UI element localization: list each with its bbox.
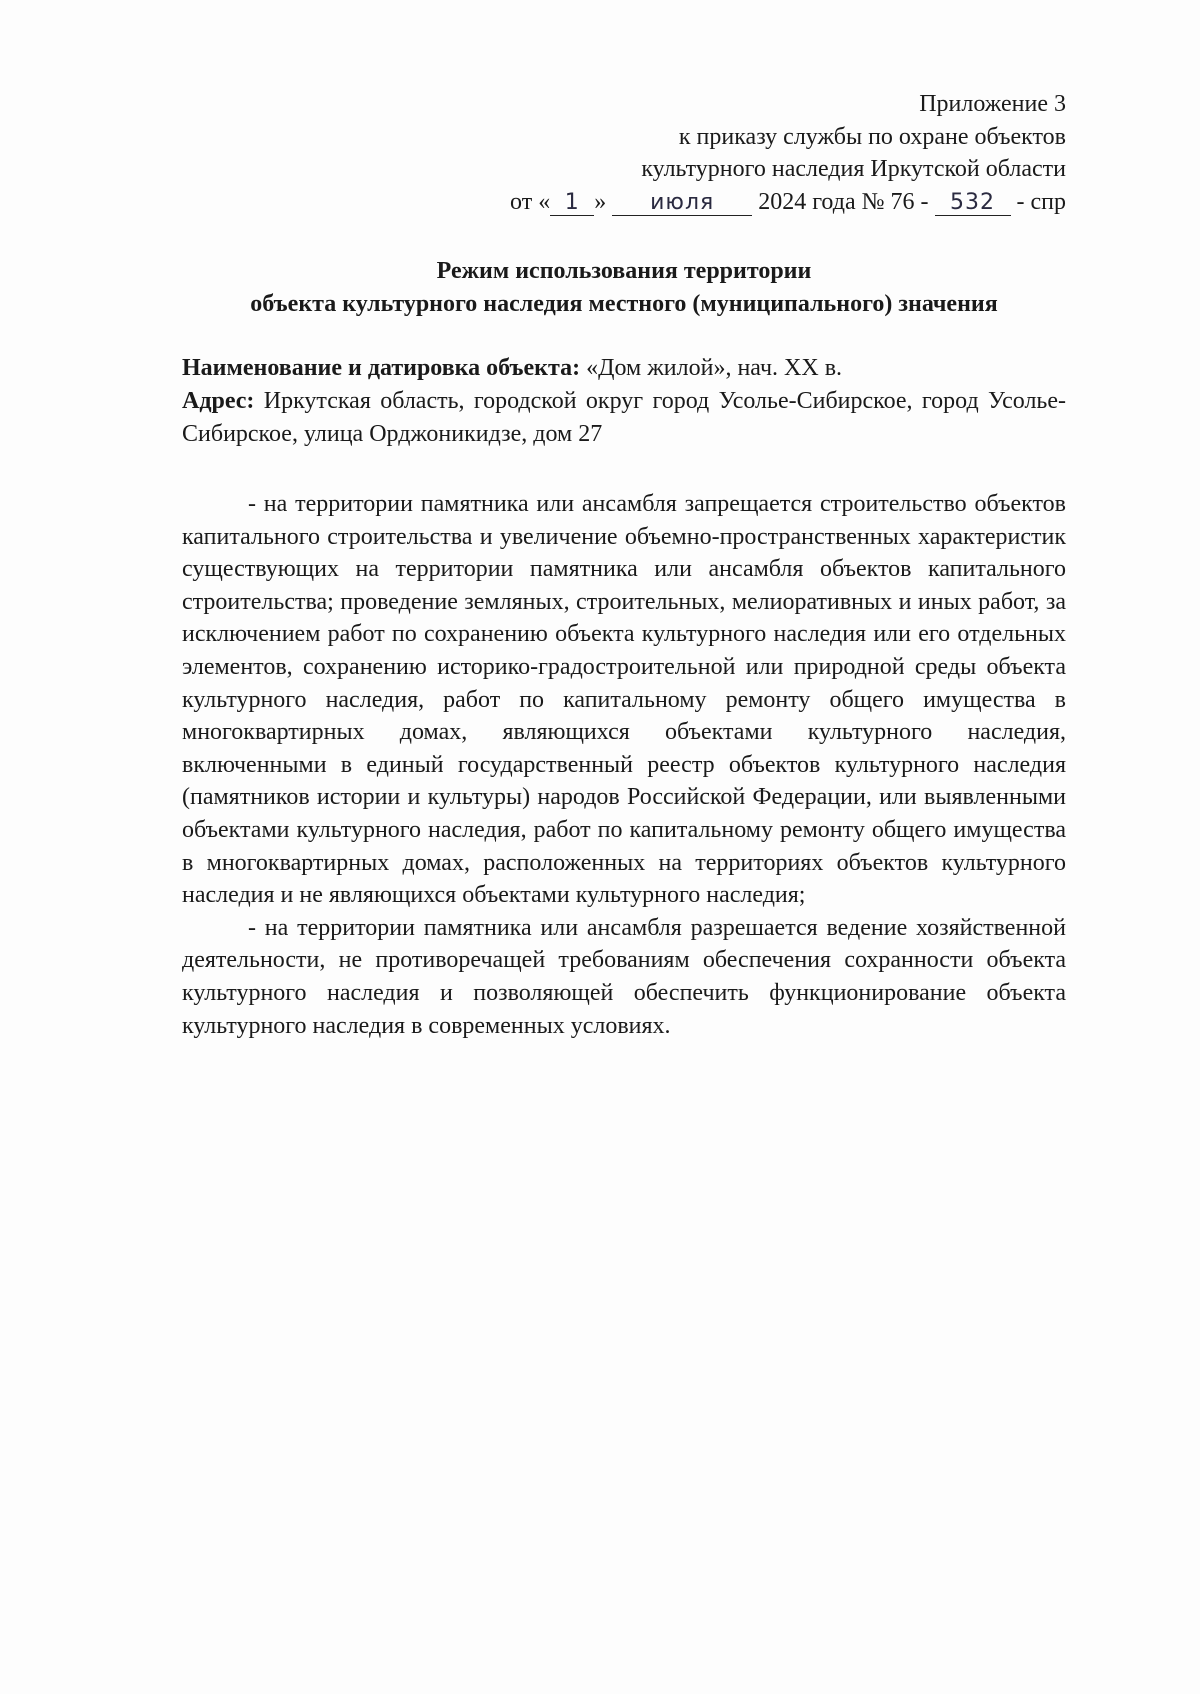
order-date-line [426,186,1066,219]
appendix-authority: культурного наследия Иркутской области [641,156,1066,182]
date-year-text: 2024 года № 76 - [758,188,929,215]
appendix-order-ref: к приказу службы по охране объектов [678,123,1066,150]
order-suffix: - спр [1016,188,1066,215]
title-line-2: объекта культурного наследия местного (муниципального) значения [250,291,998,317]
object-address-value: Иркутская область, городской округ город Усолье-Сибирское, город Усолье-Сибирское, улица Орджоникидзе, дом 27 [182,388,1067,447]
document-title [182,255,1066,321]
date-close-quote: » [594,188,607,215]
title-line-1: Режим использования территории [436,258,812,284]
appendix-header [426,88,1066,218]
handwritten-month: июля [612,191,752,216]
regime-body [182,488,1066,1042]
prohibition-paragraph: - на территории памятника или ансамбля запрещается строительство объектов капитального строительства и увеличение объемно-пространственных характеристик существующих на территории памятника или ансамбля объектов капитального строительства; проведение земляных, строительных, мелиоративных и иных работ, за исключением работ по сохранению объекта культурного наследия или его отдельных элементов, сохранению историко-градостроительной или природной среды объекта культурного наследия, работ по капитальному ремонту общего имущества в многоквартирных домах, являющихся объектами культурного наследия, включенными в единый государственный реестр объектов культурного наследия (памятников истории и культуры) народов Российской Федерации, или выявленными объектами культурного наследия, работ по капитальному ремонту общего имущества в многоквартирных домах, расположенных на территориях объектов культурного наследия и не являющихся объектами культурного наследия; [182,491,1066,909]
object-address-label: Адрес: [182,388,255,414]
handwritten-day: 1 [550,191,594,216]
object-name-label: Наименование и датировка объекта: [182,355,581,381]
date-prefix: от « [510,188,551,215]
permission-paragraph: - на территории памятника или ансамбля разрешается ведение хозяйственной деятельности, не противоречащей требованиям обеспечения сохранности объекта культурного наследия и позволяющей обеспечить функционирование объекта культурного наследия в современных условиях. [182,914,1066,1039]
handwritten-order-number: 532 [935,191,1011,216]
appendix-number: Приложение 3 [919,91,1066,117]
object-name-value: «Дом жилой», нач. XX в. [586,355,843,381]
object-name-line [182,352,1066,385]
object-info [182,352,1066,451]
object-address-line [182,385,1066,451]
